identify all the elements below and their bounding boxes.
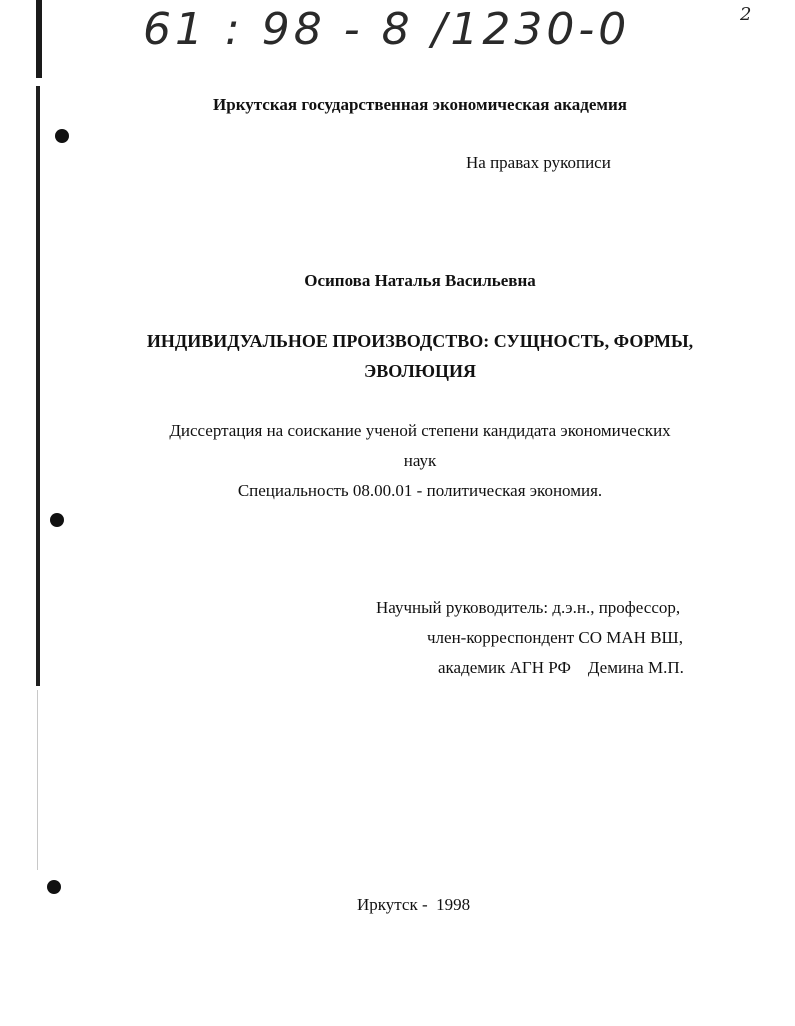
binding-hole-icon <box>50 513 64 527</box>
scan-edge-line <box>36 86 40 686</box>
manuscript-note: На правах рукописи <box>466 153 611 172</box>
author-name: Осипова Наталья Васильевна <box>304 271 536 290</box>
binding-hole-icon <box>47 880 61 894</box>
handwritten-archive-code: 61 : 98 - 8 /1230-0 <box>143 4 631 55</box>
dissertation-title-line1: ИНДИВИДУАЛЬНОЕ ПРОИЗВОДСТВО: СУЩНОСТЬ, ФОРМЫ, <box>146 331 694 351</box>
dissertation-title-line2: ЭВОЛЮЦИЯ <box>364 361 476 381</box>
supervisor-line1: Научный руководитель: д.э.н., профессор, <box>376 598 681 617</box>
scan-edge-mark <box>36 0 42 78</box>
degree-statement-line2: наук <box>403 451 437 470</box>
degree-statement-line1: Диссертация на соискание ученой степени кандидата экономических <box>169 421 671 440</box>
institution-name: Иркутская государственная экономическая академия <box>213 95 627 114</box>
supervisor-line3: академик АГН РФ Демина М.П. <box>438 658 684 677</box>
handwritten-page-number: 2 <box>740 4 752 25</box>
supervisor-line2: член-корреспондент СО МАН ВШ, <box>427 628 683 647</box>
specialty-line: Специальность 08.00.01 - политическая экономия. <box>237 481 603 500</box>
city-year: Иркутск - 1998 <box>357 895 471 914</box>
binding-hole-icon <box>55 129 69 143</box>
scan-edge-faint-line <box>37 690 38 870</box>
